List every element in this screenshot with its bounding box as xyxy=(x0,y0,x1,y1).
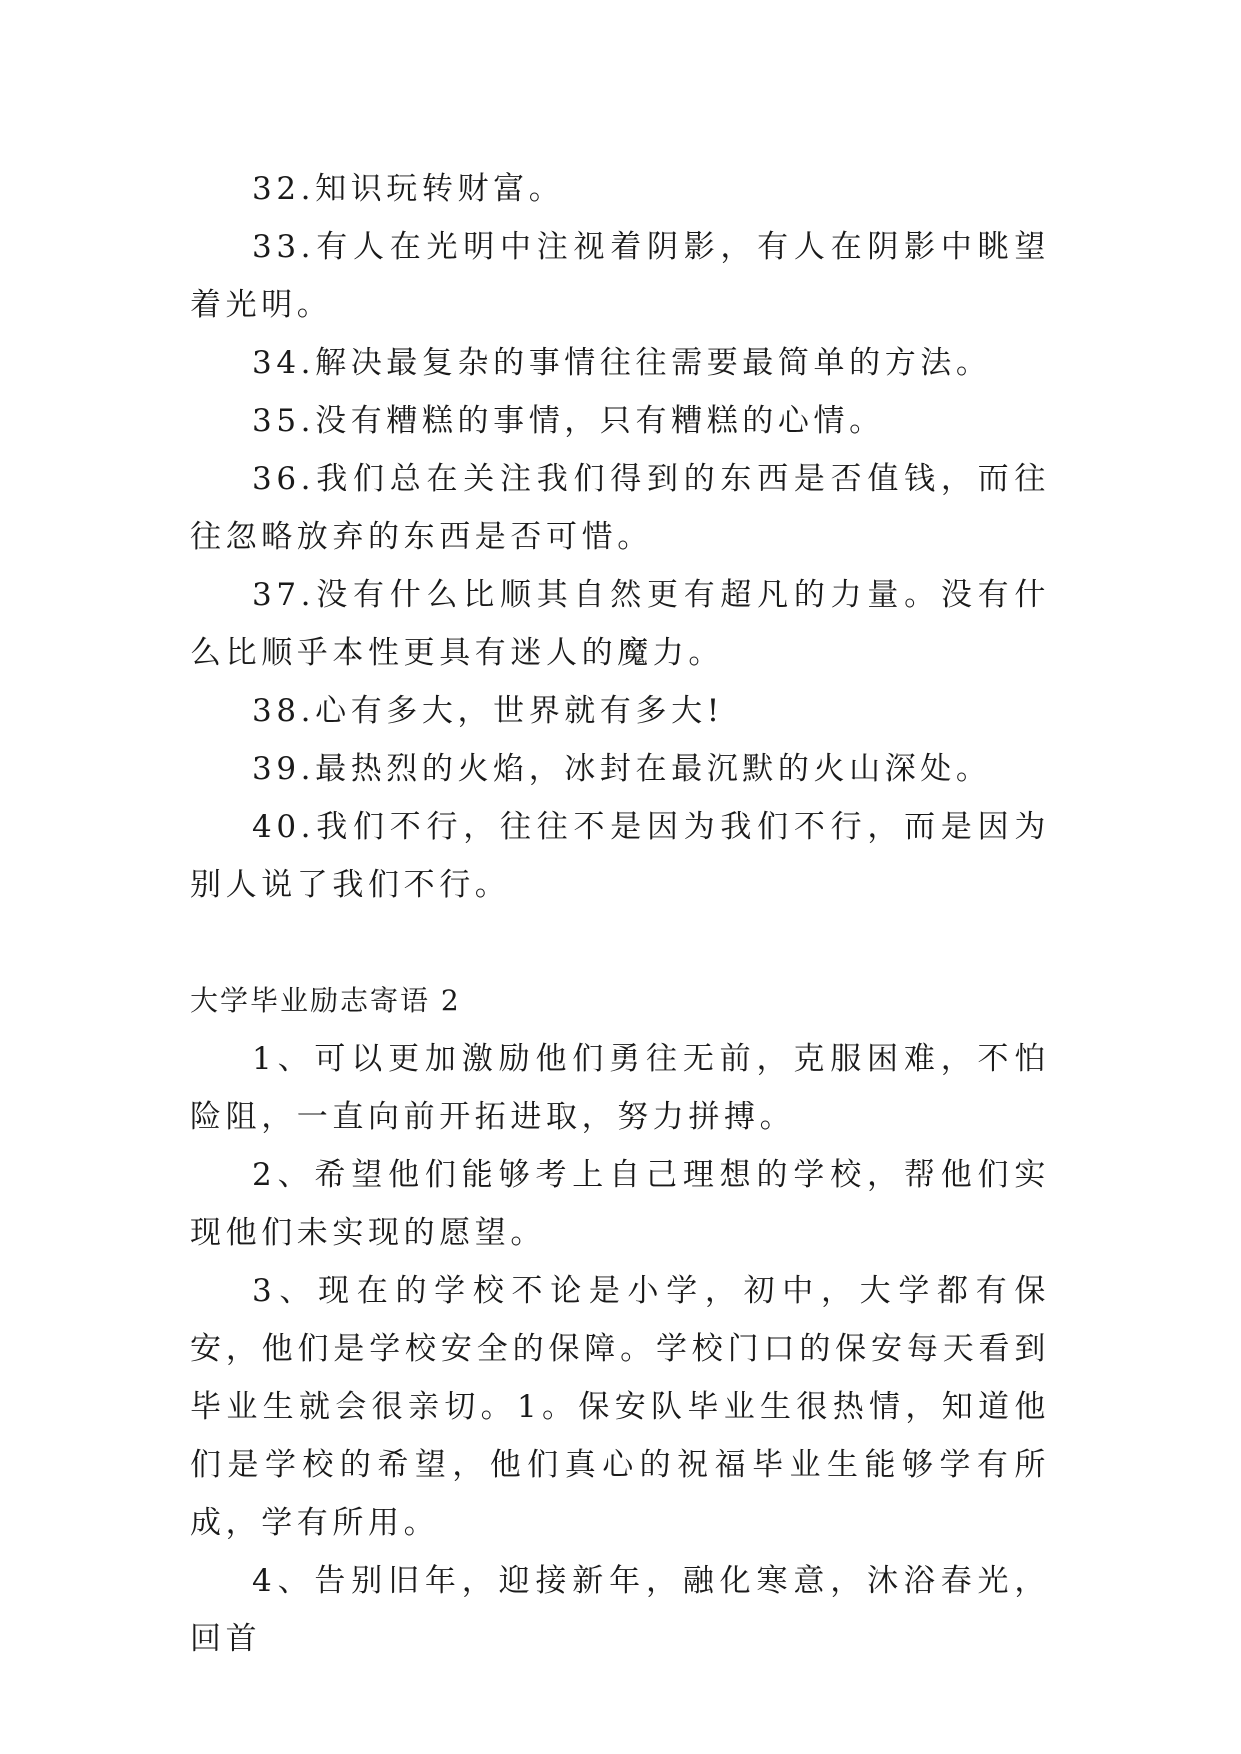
section-gap xyxy=(190,914,1050,972)
document-body xyxy=(190,160,1050,1668)
quote-33: 33.有人在光明中注视着阴影，有人在阴影中眺望着光明。 xyxy=(190,229,1050,323)
wish-1: 1、可以更加激励他们勇往无前，克服困难，不怕险阻，一直向前开拓进取，努力拼搏。 xyxy=(190,1041,1050,1135)
wish-4: 4、告别旧年，迎接新年，融化寒意，沐浴春光，回首 xyxy=(190,1563,1050,1657)
quote-37: 37.没有什么比顺其自然更有超凡的力量。没有什么比顺乎本性更具有迷人的魔力。 xyxy=(190,577,1050,671)
quote-32: 32.知识玩转财富。 xyxy=(252,171,565,207)
quote-39: 39.最热烈的火焰，冰封在最沉默的火山深处。 xyxy=(252,751,992,787)
quote-34: 34.解决最复杂的事情往往需要最简单的方法。 xyxy=(252,345,992,381)
section-heading: 大学毕业励志寄语 2 xyxy=(190,984,461,1017)
wish-2: 2、希望他们能够考上自己理想的学校，帮他们实现他们未实现的愿望。 xyxy=(190,1157,1050,1251)
quote-38: 38.心有多大，世界就有多大! xyxy=(252,693,724,729)
quote-36: 36.我们总在关注我们得到的东西是否值钱，而往往忽略放弃的东西是否可惜。 xyxy=(190,461,1050,555)
quote-40: 40.我们不行，往往不是因为我们不行，而是因为别人说了我们不行。 xyxy=(190,809,1050,903)
quote-35: 35.没有糟糕的事情，只有糟糕的心情。 xyxy=(252,403,885,439)
wish-3: 3、现在的学校不论是小学，初中，大学都有保安，他们是学校安全的保障。学校门口的保安每天看到毕业生就会很亲切。1。保安队毕业生很热情，知道他们是学校的希望，他们真心的祝福毕业生能够学有所成，学有所用。 xyxy=(190,1273,1050,1541)
